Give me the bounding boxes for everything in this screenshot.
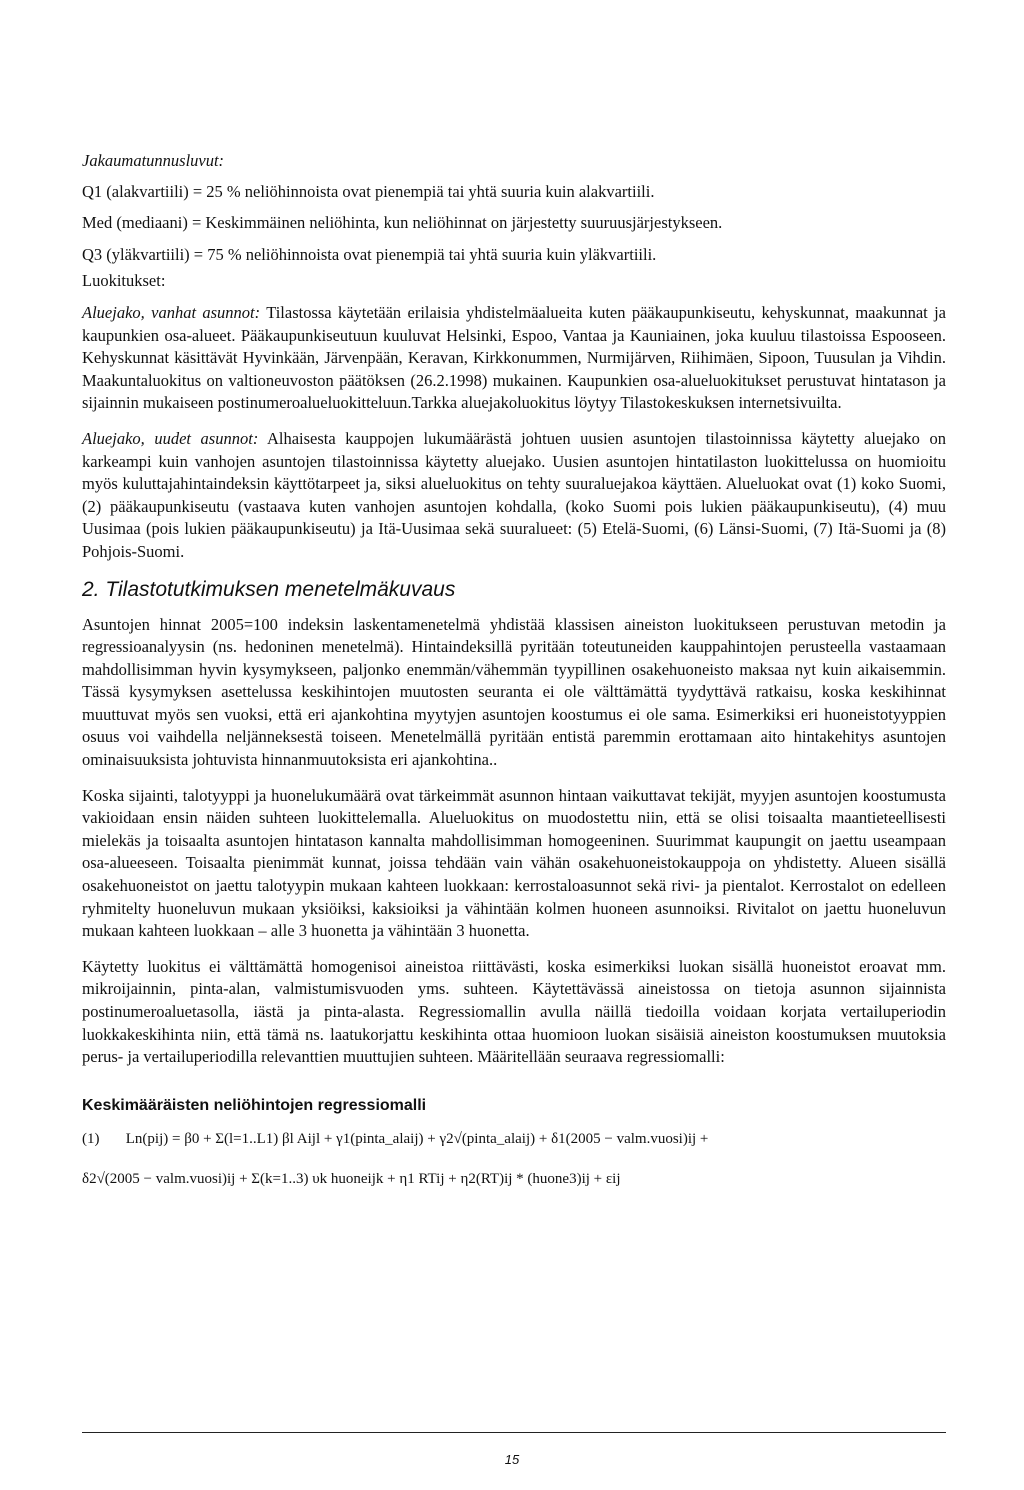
page-number: 15 [504,1452,520,1467]
footer-divider [82,1432,946,1433]
luokitukset-label: Luokitukset: [82,271,166,291]
jakauma-heading: Jakaumatunnusluvut: [82,151,225,170]
section-2-heading: 2. Tilastotutkimuksen menetelmäkuvaus [82,577,456,601]
regression-formula [82,1131,946,1211]
aluejako-vanhat-text: Tilastossa käytetään erilaisia yhdistelmäalueita kuten pääkaupunkiseutu, kehyskunnat, maakunnat ja kaupunkien osa-alueet. Pääkaupunkiseutuun kuuluvat Helsinki, Espoo, Vantaa ja Kauniainen, joka kuuluu tilastoissa Espooseen. Kehyskunnat käsittävät Hyvinkään, Järvenpään, Keravan, Kirkkonummen, Nurmijärven, Riihimäen, Sipoon, Tuusulan ja Vihdin. Maakuntaluokitus on valtioneuvoston päätöksen (26.2.1998) mukainen. Kaupunkien osa-alueluokitukset perustuvat hintatason ja sijainnin mukaiseen postinumeroalueluokitteluun.Tarkka aluejakoluokitus löytyy Tilastokeskuksen internetsivuilta. [82,302,946,413]
aluejako-uudet-lead: Aluejako, uudet asunnot: [82,428,259,448]
formula-line-2-text: δ2√(2005 − valm.vuosi)ij + Σ(k=1..3) υk huoneijk + η1 RTij + η2(RT)ij * (huone3)ij + εij [82,1170,621,1187]
method-paragraph-1: Asuntojen hinnat 2005=100 indeksin laskentamenetelmä yhdistää klassisen aineiston luokitukseen perustuvan metodin ja regressioanalyysin (ns. hedoninen menetelmä). Hintaindeksillä pyritään toteutuneiden kauppahintojen perusteella vastaamaan mahdollisimman hyvin kysymykseen, paljonko enemmän/vähemmän tyypillinen osakehuoneisto maksaa nyt kuin aikaisemmin. Tässä kysymyksen asettelussa keskihintojen muutosten seuranta ei ole välttämättä tyydyttävä ratkaisu, koska keskihinnat muuttuvat myös sen vuoksi, että eri ajankohtina myytyjen asuntojen koostumus ei ole sama. Esimerkiksi eri huoneistotyyppien osuus voi vaihdella neljänneksestä toiseen. Menetelmällä pyritään entistä paremmin erottamaan aito hintakehitys asuntojen ominaisuuksista johtuvista hinnanmuutoksista eri ajankohtina.. [82,614,946,770]
aluejako-vanhat-paragraph [82,302,946,415]
regression-heading: Keskimääräisten neliöhintojen regressiomalli [82,1096,427,1114]
method-paragraph-3: Käytetty luokitus ei välttämättä homogenisoi aineistoa riittävästi, koska esimerkiksi luokan sisällä huoneistot eroavat mm. mikroijainnin, pinta-alan, valmistumisvuoden yms. suhteen. Käytettävässä aineistossa on tietoja asunnon sijainnista postinumeroaluetasolla, iästä ja pinta-alasta. Regressiomallin avulla näillä tiedoilla voidaan korjata vertailuperiodin luokkakeskihinta niin, että tämä ns. laatukorjattu keskihinta ottaa huomioon luokan sisäisiä aineiston koostumuksen muutoksia perus- ja vertailuperiodilla relevanttien muuttujien suhteen. Määritellään seuraava regressiomalli: [82,956,946,1067]
formula-line-1 [82,1131,946,1171]
formula-line-1-text: Ln(pij) = β0 + Σ(l=1..L1) βl Aijl + γ1(pinta_alaij) + γ2√(pinta_alaij) + δ1(2005 − valm.vuosi)ij + [125,1130,709,1147]
method-paragraph-2: Koska sijainti, talotyyppi ja huonelukumäärä ovat tärkeimmät asunnon hintaan vaikuttavat tekijät, myyjen asuntojen koostumusta vakioidaan ensin näiden suhteen luokittelemalla. Alueluokitus on muodostettu niin, että se olisi toisaalta maantieteellisesti mielekäs ja toisaalta asuntojen hintatason kannalta mahdollisimman homogeeninen. Suurimmat kaupungit on jaettu useampaan osa-alueeseen. Toisaalta pienimmät kunnat, joissa tehdään vain vähän osakehuoneistokauppoja on yhdistetty. Alueen sisällä osakehuoneistot on jaettu talotyypin mukaan kahteen luokkaan: kerrostaloasunnot sekä rivi- ja pientalot. Kerrostalot on edelleen ryhmitelty huoneluvun mukaan yksiöiksi, kaksioiksi ja vähintään kolmen huoneen asunnoiksi. Rivitalot on jaettu huoneluvun mukaan kahteen luokkaan – alle 3 huonetta ja vähintään 3 huonetta. [82,785,946,941]
aluejako-uudet-text: Alhaisesta kauppojen lukumäärästä johtuen uusien asuntojen tilastoinnissa käytetty aluejako on karkeampi kuin vanhojen asuntojen tilastoinnissa käytetty aluejako. Uusien asuntojen hintatilaston luokittelussa on huomioitu myös kuluttajahintaindeksin käyttötarpeet ja, siksi alueluokitus on tehty suuraluejakoa käyttäen. Alueluokat ovat (1) koko Suomi, (2) pääkaupunkiseutu (vastaava kuten vanhojen asuntojen kohdalla, (koko Suomi pois lukien pääkaupunkiseutu), (4) muu Uusimaa (pois lukien pääkaupunkiseutu) ja Itä-Uusimaa sekä suuralueet: (5) Etelä-Suomi, (6) Länsi-Suomi, (7) Itä-Suomi ja (8) Pohjois-Suomi. [82,428,946,561]
formula-line-2 [82,1171,946,1211]
q1-definition: Q1 (alakvartiili) = 25 % neliöhinnoista ovat pienempiä tai yhtä suuria kuin alakvartiili. [82,181,655,201]
equation-number: (1) [82,1130,100,1147]
document-page [82,150,946,1211]
aluejako-uudet-paragraph [82,428,946,564]
q3-definition: Q3 (yläkvartiili) = 75 % neliöhinnoista ovat pienempiä tai yhtä suuria kuin yläkvartiili. [82,244,657,264]
median-definition: Med (mediaani) = Keskimmäinen neliöhinta, kun neliöhinnat on järjestetty suuruusjärjestykseen. [82,213,723,233]
aluejako-vanhat-lead: Aluejako, vanhat asunnot: [82,302,261,322]
